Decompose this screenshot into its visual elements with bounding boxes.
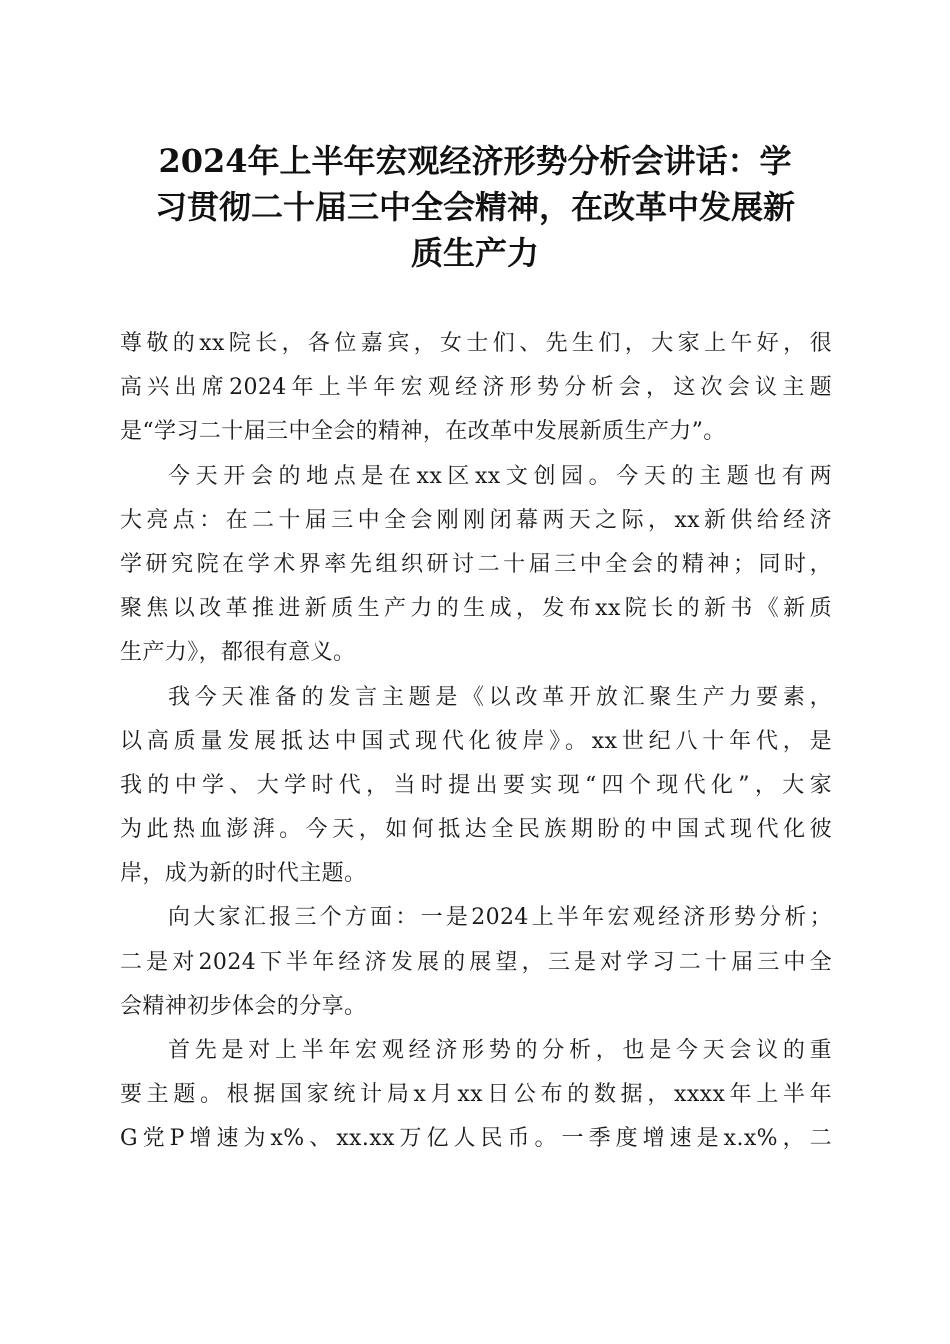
- title-line: 习贯彻二十届三中全会精神，在改革中发展新: [154, 188, 795, 226]
- text-line: 今天开会的地点是在xx区xx文创园。今天的主题也有两: [168, 463, 832, 489]
- title-line: 2024年上半年宏观经济形势分析会讲话：学: [158, 142, 792, 180]
- text-line: 岸，成为新的时代主题。: [120, 861, 367, 887]
- text-line: 二是对2024下半年经济发展的展望，三是对学习二十届三中全: [120, 949, 832, 975]
- text-line: 要主题。根据国家统计局x月xx日公布的数据，xxxx年上半年: [120, 1082, 832, 1108]
- text-line: 以高质量发展抵达中国式现代化彼岸》。xx世纪八十年代，是: [120, 728, 832, 754]
- text-line: 首先是对上半年宏观经济形势的分析，也是今天会议的重: [168, 1038, 832, 1063]
- document-title: [110, 138, 840, 276]
- text-line: 高兴出席2024年上半年宏观经济形势分析会，这次会议主题: [120, 375, 832, 401]
- text-line: 大亮点：在二十届三中全会刚刚闭幕两天之际，xx新供给经济: [120, 507, 832, 533]
- paragraph: [120, 896, 832, 1029]
- paragraph: [120, 676, 832, 897]
- text-line: 会精神初步体会的分享。: [120, 993, 367, 1019]
- text-line: 聚焦以改革推进新质生产力的生成，发布xx院长的新书《新质: [120, 596, 832, 622]
- document-body: [120, 322, 832, 1162]
- text-line: 向大家汇报三个方面：一是2024上半年宏观经济形势分析；: [168, 905, 832, 931]
- paragraph: [120, 322, 832, 455]
- text-line: G党P增速为x%、xx.xx万亿人民币。一季度增速是x.x%，二: [120, 1126, 832, 1152]
- text-line: 我的中学、大学时代，当时提出要实现“四个现代化”，大家: [120, 772, 832, 798]
- text-line: 尊敬的xx院长，各位嘉宾，女士们、先生们，大家上午好，很: [120, 331, 832, 356]
- text-line: 是“学习二十届三中全会的精神，在改革中发展新质生产力”。: [120, 419, 726, 445]
- paragraph: [120, 1029, 832, 1162]
- title-line: 质生产力: [410, 234, 539, 272]
- paragraph: [120, 455, 832, 676]
- text-line: 学研究院在学术界率先组织研讨二十届三中全会的精神；同时，: [120, 551, 832, 577]
- text-line: 生产力》，都很有意义。: [120, 640, 356, 666]
- text-line: 我今天准备的发言主题是《以改革开放汇聚生产力要素，: [168, 684, 832, 710]
- text-line: 为此热血澎湃。今天，如何抵达全民族期盼的中国式现代化彼: [120, 817, 832, 843]
